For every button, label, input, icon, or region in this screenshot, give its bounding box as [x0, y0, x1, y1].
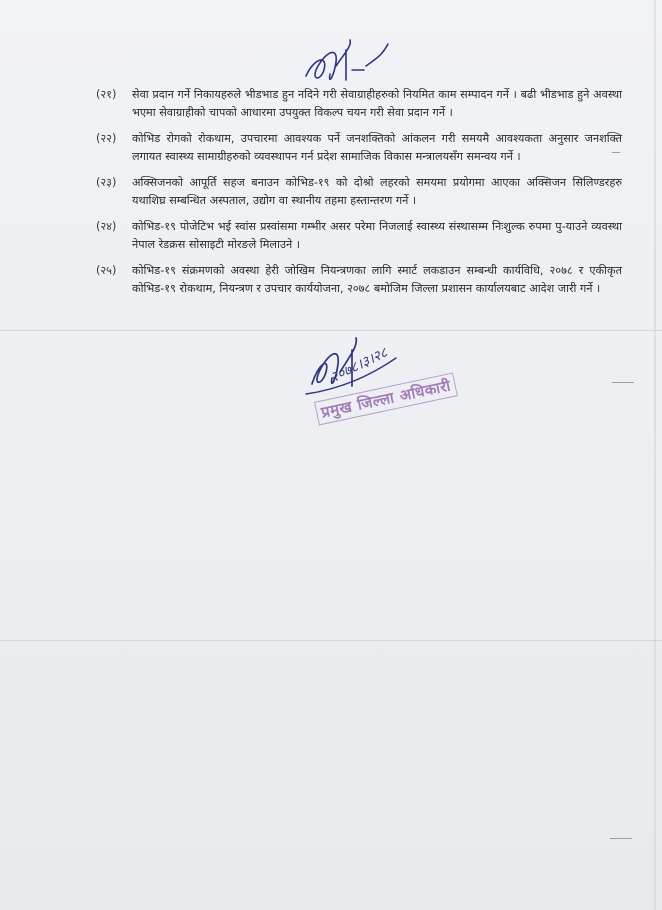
- clause-number: (२३): [96, 176, 117, 189]
- paper-fold-line: [0, 640, 662, 641]
- clause-item: [96, 262, 622, 298]
- clause-item: [96, 130, 622, 166]
- clause-text: अक्सिजनको आपूर्ति सहज बनाउन कोभिड-१९ को दोश्रो लहरको समयमा प्रयोगमा आएका अक्सिजन सिलिण्डरहरु यथाशिघ्र सम्बन्धित अस्पताल, उद्योग वा स्थानीय तहमा हस्तान्तरण गर्ने ।: [132, 176, 622, 207]
- clause-number: (२१): [96, 88, 117, 101]
- signature-date: २०७८।३।२८: [327, 344, 391, 387]
- clause-text: कोभिड रोगको रोकथाम, उपचारमा आवश्यक पर्ने जनशक्तिको आंकलन गरी समयमै आवश्यकता अनुसार जनशक्ति लगायत स्वास्थ्य सामाग्रीहरुको व्यवस्थापन गर्न प्रदेश सामाजिक विकास मन्त्रालयसँग समन्वय गर्ने ।: [132, 132, 622, 163]
- paper-edge: [654, 0, 656, 910]
- clause-number: (२५): [96, 264, 117, 277]
- margin-dash-mark: [612, 382, 634, 383]
- clause-text: कोभिड-१९ पोजेटिभ भई स्वांस प्रस्वांसमा गम्भीर असर परेमा निजलाई स्वास्थ्य संस्थासम्म निःशुल्क रुपमा पु-याउने व्यवस्था नेपाल रेडक्रस सोसाइटी मोरङले मिलाउने ।: [132, 220, 622, 251]
- paper-fold-line: [0, 330, 662, 331]
- clause-item: [96, 174, 622, 210]
- clause-item: [96, 218, 622, 254]
- office-stamp: प्रमुख जिल्ला अधिकारी: [314, 372, 458, 425]
- clause-number: (२२): [96, 132, 117, 145]
- clause-text: कोभिड-१९ संक्रमणको अवस्था हेरी जोखिम नियन्त्रणका लागि स्मार्ट लकडाउन सम्बन्धी कार्यविधि, २०७८ र एकीकृत कोभिड-१९ रोकथाम, नियन्त्रण र उपचार कार्ययोजना, २०७८ बमोजिम जिल्ला प्रशासन कार्यालयबाट आदेश जारी गर्ने ।: [132, 264, 622, 295]
- clause-item: [96, 86, 622, 122]
- margin-dash-mark: [610, 838, 632, 839]
- clause-number: (२४): [96, 220, 117, 233]
- clause-text: सेवा प्रदान गर्ने निकायहरुले भीडभाड हुन नदिने गरी सेवाग्राहीहरुको नियमित काम सम्पादन गर्ने । बढी भीडभाड हुने अवस्था भएमा सेवाग्राहीको चापको आधारमा उपयुक्त विकल्प चयन गरी सेवा प्रदान गर्ने ।: [132, 88, 622, 119]
- clause-list: [96, 86, 622, 306]
